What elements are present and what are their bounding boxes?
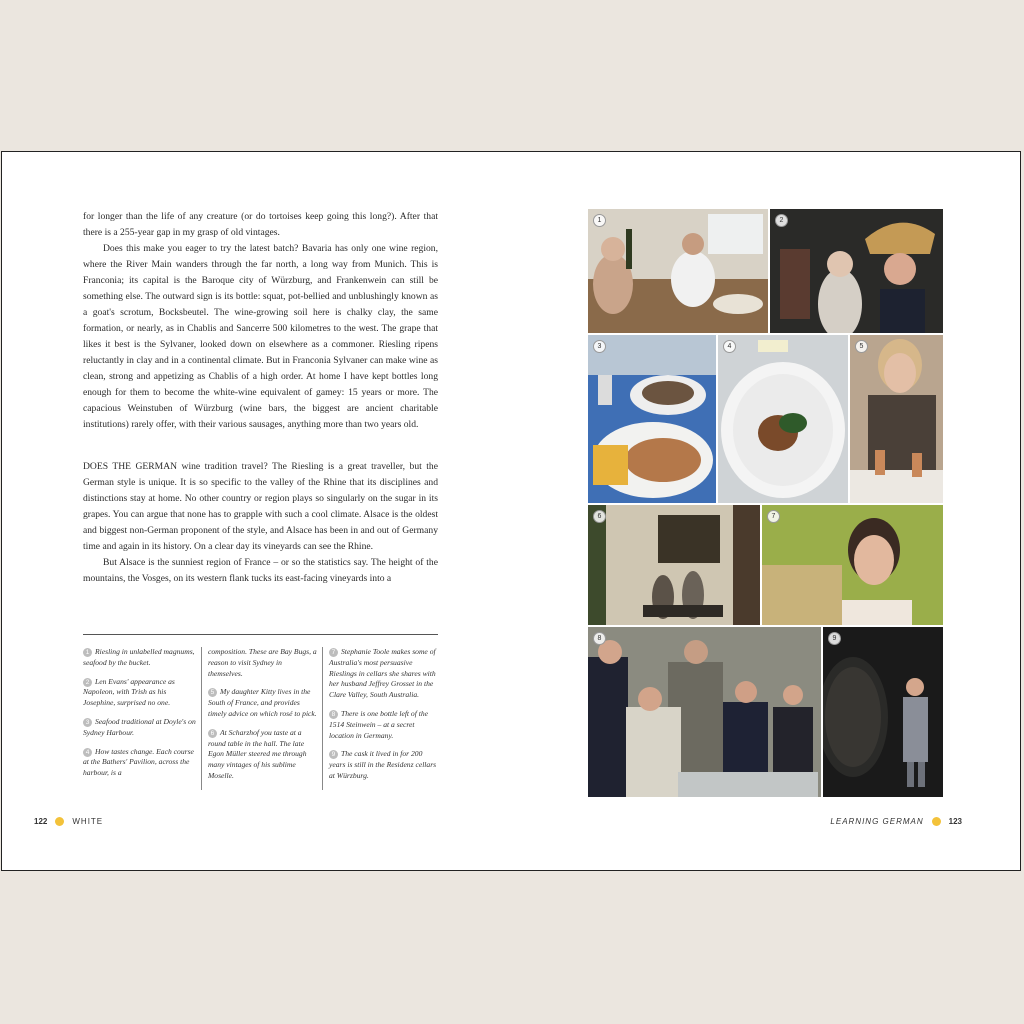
caption [329,709,439,741]
caption [329,749,439,781]
caption [83,717,197,739]
photo-image [588,627,821,797]
photo-image [762,505,943,625]
caption-text: Seafood traditional at Doyle's on Sydney Harbour. [83,716,196,737]
paragraph-4: But Alsace is the sunniest region of France – or so the statistics say. The height of the mountains, the Vosges, on its western flank tucks its east-facing vineyards into a [83,557,438,584]
caption [208,647,318,679]
caption [208,687,318,719]
caption-text: There is one bottle left of the 1514 Steinwein – at a secret location in Germany. [328,708,429,740]
photo-image [588,505,760,625]
left-page-body [83,209,438,587]
photo-stephanie [762,505,943,625]
photo-collage [588,209,943,797]
photo-image [588,209,768,333]
caption-column-1 [83,647,201,790]
photo-number-badge: 6 [593,510,606,523]
caption-text: At Scharzhof you taste at a round table in the hall. The late Egon Müller steered me through many vintages of his sublime Moselle. [207,727,307,780]
caption-text: My daughter Kitty lives in the South of France, and provides timely advice on which rosé to pick. [207,687,317,718]
right-page-footer [830,817,962,826]
photo-number-badge: 3 [593,340,606,353]
photo-steinwein [588,627,821,797]
caption-column-3 [322,647,443,790]
photo-image [823,627,943,797]
photo-number-badge: 2 [775,214,788,227]
caption [208,728,318,782]
photo-banquet [588,209,768,333]
book-spread [1,151,1021,871]
caption [83,747,197,779]
running-header: WHITE [72,817,104,826]
caption-text: Stephanie Toole makes some of Australia's most persuasive Rieslings in cellars she shares with her husband Jeffrey Grosset in the Clare Valley, South Australia. [328,647,436,700]
paragraph-1: for longer than the life of any creature (or do tortoises keep going this long?). After that there is a 255-year gap in my grasp of old vintages. [83,211,438,238]
caption-number: 4 [83,748,92,757]
photo-cask [823,627,943,797]
dot-icon [55,817,64,826]
caption [329,647,439,701]
caption-number: 1 [83,648,92,657]
photo-number-badge: 4 [723,340,736,353]
caption-text: Riesling in unlabelled magnums, seafood by the bucket. [83,647,195,667]
photo-image [588,335,716,503]
caption-number: 7 [329,648,338,657]
photo-napoleon [770,209,943,333]
photo-image [770,209,943,333]
caption-column-2 [201,647,322,790]
photo-number-badge: 7 [767,510,780,523]
photo-number-badge: 8 [593,632,606,645]
photo-image [850,335,943,503]
photo-number-badge: 9 [828,632,841,645]
photo-seafood [588,335,716,503]
page-number: 123 [948,817,962,826]
page-number: 122 [34,817,48,826]
photo-bay-bugs [718,335,848,503]
photo-number-badge: 1 [593,214,606,227]
photo-image [718,335,848,503]
paragraph-2: Does this make you eager to try the latest batch? Bavaria has only one wine region, where the River Main wanders through the far north, a long way from Munich. This is Franconia; its capital is the Baroque city of Würzburg, and Frankenwein can still be something else. The outward sign is its bottle: squat, pot-bellied and unblushingly known as a goat's scrotum, Bocksbeutel. The wine-growing soil here is chalky clay, the same formation, or nearly, as in Chablis and Sancerre 500 kilometres to the west. The grape that likes it best is the Sylvaner, looked down on elsewhere as a commoner. Riesling ripens reluctantly in clay and in a continental climate. But in Franconia Sylvaner can make wine as clean, strong and appetizing as Chablis of a high order. At home I have kept bottles long enough for them to become the white-wine equivalent of gamey: 15 years or more. The capacious Weinstuben of Würzburg (wine bars, the biggest are ancient charitable institutions) rarely offer, with their various sausages, anything more than two years old. [83,243,438,430]
caption-number: 3 [83,718,92,727]
caption-number: 5 [208,688,217,697]
caption [83,677,197,709]
captions [83,647,443,790]
photo-scharzhof [588,505,760,625]
dot-icon [932,817,941,826]
caption-text: How tastes change. Each course at the Bathers' Pavilion, across the harbour, is a [83,746,194,778]
caption [83,647,197,669]
caption-text: Len Evans' appearance as Napoleon, with Trish as his Josephine, surprised no one. [83,676,175,708]
caption-number: 9 [329,750,338,759]
caption-divider [83,634,438,635]
caption-number: 2 [83,678,92,687]
caption-text: The cask it lived in for 200 years is still in the Residenz cellars at Würzburg. [328,749,437,780]
caption-number: 6 [208,729,217,738]
caption-number: 8 [329,710,338,719]
caption-text: composition. These are Bay Bugs, a reason to visit Sydney in themselves. [207,647,317,678]
left-page-footer [34,817,103,826]
running-header: LEARNING GERMAN [830,817,924,826]
photo-number-badge: 5 [855,340,868,353]
photo-kitty [850,335,943,503]
paragraph-3: DOES THE GERMAN wine tradition travel? The Riesling is a great traveller, but the German style is unique. It is so specific to the valley of the Rhine that its disciplines and distinctions stay at home. No other country or region plays so singularly on the sugar in its grapes. You can argue that none has to grapple with such a cool climate. Alsace is the oldest and biggest non-German proponent of the style, and Alsace has been in and out of Germany time and again in its history. On a clear day its vineyards can see the Rhine. [83,461,438,552]
